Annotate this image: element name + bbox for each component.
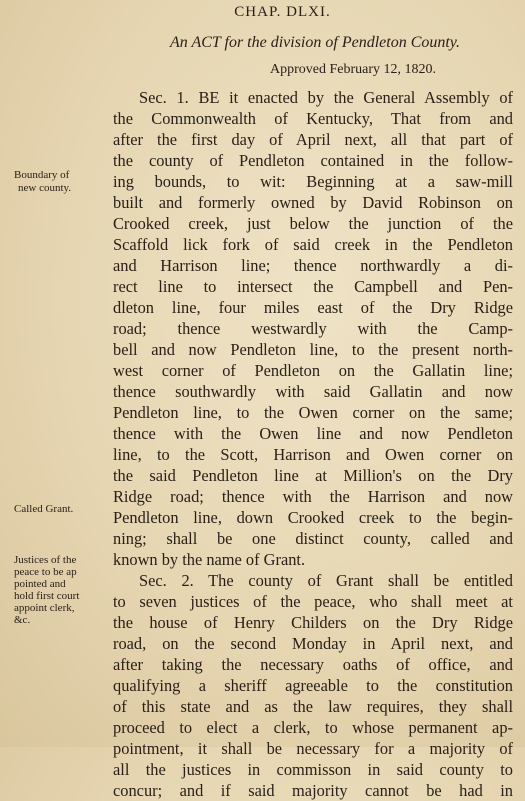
approval-date: Approved February 12, 1820. [270, 62, 437, 77]
margin-note-justices: hold first court [14, 590, 80, 602]
text-line: proceed to elect a clerk, to whose permanent ap- [113, 718, 513, 737]
text-line: rect line to intersect the Campbell and Pen- [113, 277, 513, 296]
body-text [113, 87, 513, 801]
text-line: dleton line, four miles east of the Dry Ridge [113, 298, 513, 317]
text-line: Pendleton line, to the Owen corner on the same; [113, 403, 513, 422]
text-line: bell and now Pendleton line, to the present north- [113, 340, 513, 359]
text-line: the said Pendleton line at Million's on the Dry [113, 466, 513, 485]
margin-note-justices: appoint clerk, [14, 602, 75, 614]
text-line: known by the name of Grant. [113, 550, 306, 569]
text-line: qualifying a sheriff agreeable to the constitution [113, 676, 513, 695]
text-line: Sec. 1. BE it enacted by the General Assembly of [139, 88, 513, 107]
text-line: ning; shall be one distinct county, called and [113, 529, 513, 548]
text-line: the Commonwealth of Kentucky, That from and [113, 109, 513, 128]
text-line: thence with the Owen line and now Pendleton [113, 424, 513, 443]
text-line: pointment, it shall be necessary for a majority of [113, 739, 513, 758]
margin-note-justices: Justices of the [14, 554, 77, 566]
text-line: of this state and as the law requires, they shall [113, 697, 513, 716]
text-line: line, to the Scott, Harrison and Owen corner on [113, 445, 513, 464]
text-line: all the justices in commisson in said county to [113, 760, 513, 779]
text-line: the county of Pendleton contained in the follow- [113, 151, 513, 170]
margin-note-justices: peace to be ap [14, 566, 77, 578]
act-title: An ACT for the division of Pendleton County. [169, 34, 461, 51]
text-line: Scaffold lick fork of said creek in the Pendleton [113, 235, 513, 254]
text-line: thence southwardly with said Gallatin and now [113, 382, 513, 401]
text-line: to seven justices of the peace, who shall meet at [113, 592, 513, 611]
text-line: Ridge road; thence with the Harrison and now [113, 487, 513, 506]
text-line: Sec. 2. The county of Grant shall be entitled [139, 571, 513, 590]
text-line: after the first day of April next, all that part of [113, 130, 513, 149]
text-line: road; thence westwardly with the Camp- [113, 319, 513, 338]
margin-note-boundary: new county. [18, 182, 72, 194]
text-line: the house of Henry Childers on the Dry Ridge [113, 613, 513, 632]
text-line: built and formerly owned by David Robinson on [113, 193, 513, 212]
text-line: concur; and if said majority cannot be had in [113, 781, 513, 800]
margin-note-boundary: Boundary of [14, 169, 70, 181]
text-line: west corner of Pendleton on the Gallatin line; [113, 361, 513, 380]
text-line: road, on the second Monday in April next, and [113, 634, 513, 653]
text-line: Pendleton line, down Crooked creek to the begin- [113, 508, 513, 527]
text-line: after taking the necessary oaths of office, and [113, 655, 513, 674]
text-line: Crooked creek, just below the junction of the [113, 214, 513, 233]
text-line: ing bounds, to wit: Beginning at a saw-mill [113, 172, 513, 191]
chapter-heading: CHAP. DLXI. [234, 4, 331, 20]
text-line: and Harrison line; thence northwardly a di- [113, 256, 513, 275]
margin-note-called: Called Grant. [14, 503, 74, 515]
margin-note-justices: pointed and [14, 578, 66, 590]
margin-note-justices: &c. [14, 614, 31, 626]
